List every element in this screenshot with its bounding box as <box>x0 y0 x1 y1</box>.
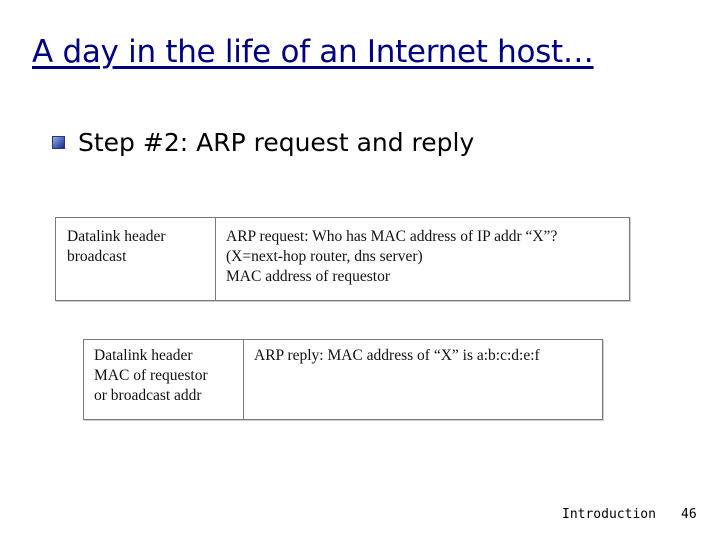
reply-header-line: MAC of requestor <box>94 367 208 384</box>
request-payload-cell <box>216 218 629 300</box>
request-header-line: Datalink header <box>67 228 166 245</box>
square-bullet-icon <box>52 136 65 149</box>
request-payload-line: ARP request: Who has MAC address of IP addr “X”? <box>226 228 558 245</box>
arp-request-frame <box>55 217 630 301</box>
footer-section-label: Introduction <box>562 507 656 522</box>
reply-header-line: or broadcast addr <box>94 387 202 404</box>
reply-header-line: Datalink header <box>94 347 193 364</box>
page-number: 46 <box>681 507 697 522</box>
request-payload-line: MAC address of requestor <box>226 268 391 285</box>
request-payload-line: (X=next-hop router, dns server) <box>226 248 423 265</box>
reply-datalink-header-cell <box>84 340 244 419</box>
reply-payload-line: ARP reply: MAC address of “X” is a:b:c:d:e:f <box>254 347 540 364</box>
request-header-line: broadcast <box>67 248 127 265</box>
reply-payload-cell <box>244 340 602 419</box>
request-datalink-header-cell <box>56 218 216 300</box>
slide-title: A day in the life of an Internet host… <box>32 34 594 70</box>
arp-reply-frame <box>83 339 603 420</box>
bullet-text: Step #2: ARP request and reply <box>78 128 475 157</box>
bullet-item <box>52 128 474 157</box>
